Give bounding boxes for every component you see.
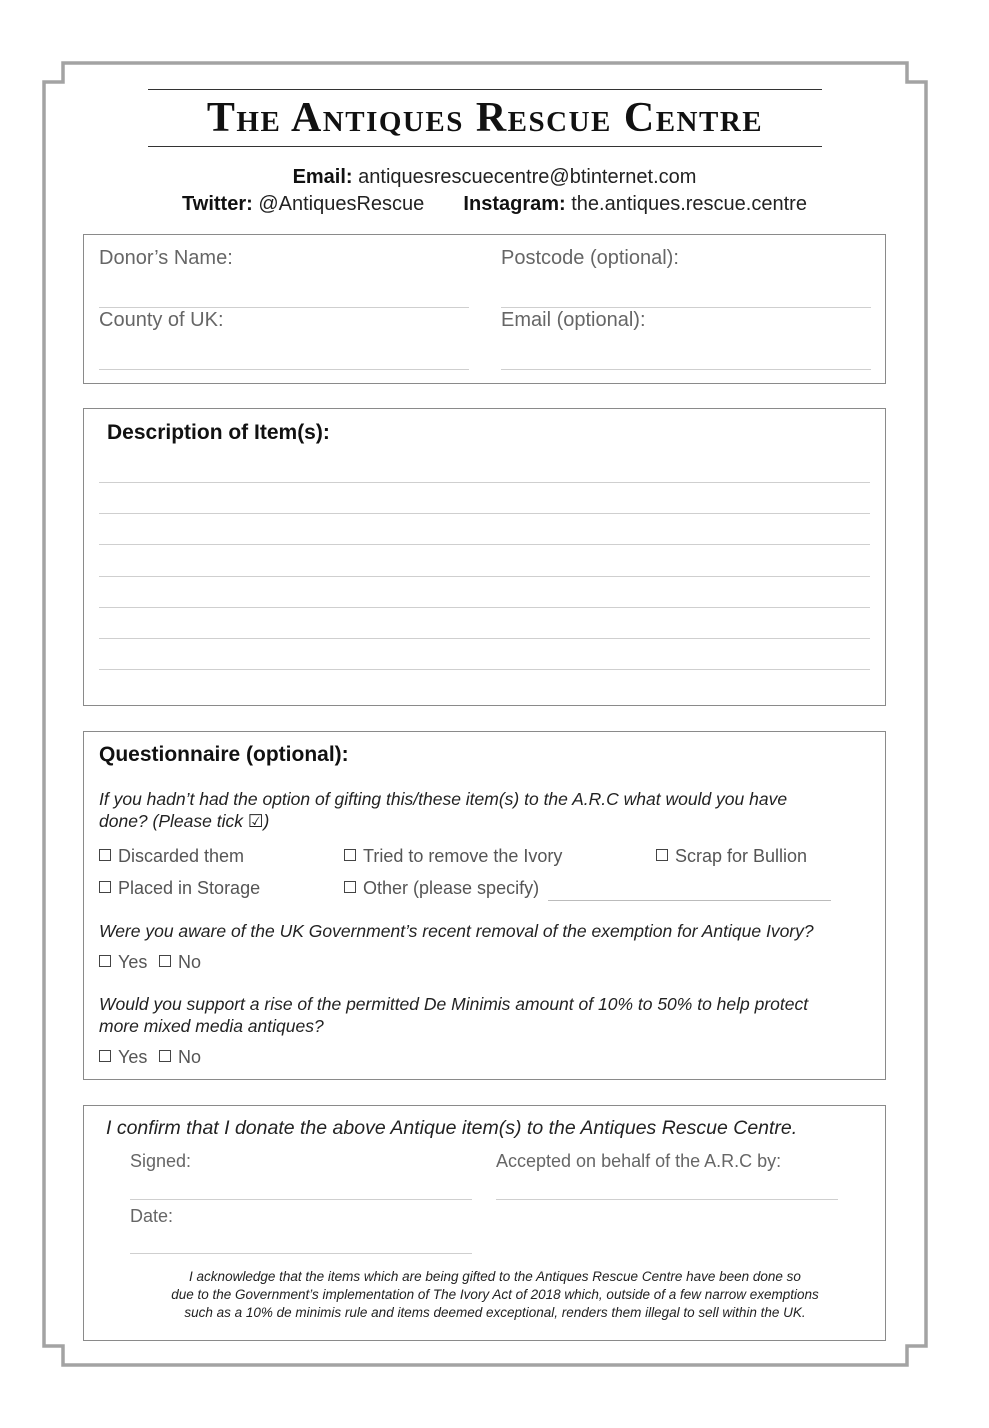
donor-email-label: Email (optional): <box>501 309 646 331</box>
checkbox-icon[interactable] <box>344 881 356 893</box>
option-scrap-bullion[interactable] <box>656 846 807 867</box>
checkbox-icon[interactable] <box>99 849 111 861</box>
q3-option-no[interactable] <box>159 1047 201 1068</box>
county-label: County of UK: <box>99 309 224 331</box>
donor-name-field[interactable] <box>99 307 469 308</box>
ack-line-1: I acknowledge that the items which are being gifted to the Antiques Rescue Centre have been done so <box>189 1269 801 1284</box>
checkbox-icon[interactable] <box>99 955 111 967</box>
description-heading: Description of Item(s): <box>107 421 330 444</box>
signature-field[interactable] <box>130 1199 472 1200</box>
option-label: Scrap for Bullion <box>675 846 808 866</box>
option-storage[interactable] <box>99 878 260 899</box>
email-label: Email: <box>292 166 353 188</box>
donor-email-field[interactable] <box>501 369 871 370</box>
checkbox-icon[interactable] <box>344 849 356 861</box>
option-label: Yes <box>118 952 148 972</box>
ack-line-2: due to the Government’s implementation of The Ivory Act of 2018 which, outside of a few narrow exemptions <box>171 1287 819 1302</box>
question-3 <box>99 993 808 1037</box>
description-line[interactable] <box>99 576 870 577</box>
other-specify-field[interactable] <box>548 900 831 901</box>
option-other[interactable] <box>344 878 539 899</box>
question-1 <box>99 788 787 832</box>
option-label: Discarded them <box>118 846 245 866</box>
option-label: Placed in Storage <box>118 878 261 898</box>
option-label: No <box>178 1047 202 1067</box>
option-remove-ivory[interactable] <box>344 846 562 867</box>
contact-social-line <box>0 193 989 216</box>
acknowledgement-text <box>100 1268 890 1322</box>
q3-option-yes[interactable] <box>99 1047 147 1068</box>
email-address[interactable]: antiquesrescuecentre@btinternet.com <box>358 166 697 188</box>
title-rule-bottom <box>148 146 822 147</box>
questionnaire-heading: Questionnaire (optional): <box>99 743 349 766</box>
description-line[interactable] <box>99 669 870 670</box>
postcode-field[interactable] <box>501 307 871 308</box>
county-field[interactable] <box>99 369 469 370</box>
accepted-by-field[interactable] <box>496 1199 838 1200</box>
question-2: Were you aware of the UK Government’s recent removal of the exemption for Antique Ivory? <box>99 921 814 941</box>
option-label: No <box>178 952 202 972</box>
q2-option-no[interactable] <box>159 952 201 973</box>
description-line[interactable] <box>99 544 870 545</box>
page-title: The Antiques Rescue Centre <box>206 95 764 141</box>
title-rule-top <box>148 89 822 90</box>
accepted-label: Accepted on behalf of the A.R.C by: <box>496 1151 782 1171</box>
option-label: Tried to remove the Ivory <box>363 846 563 866</box>
postcode-label: Postcode (optional): <box>501 247 679 269</box>
checkbox-icon[interactable] <box>99 881 111 893</box>
ack-line-3: such as a 10% de minimis rule and items deemed exceptional, renders them illegal to sell within the UK. <box>184 1305 806 1320</box>
question-3-line-2: more mixed media antiques? <box>99 1016 324 1036</box>
question-1-line-2: done? (Please tick ☑) <box>99 811 270 831</box>
twitter-label: Twitter: <box>182 193 253 215</box>
description-line[interactable] <box>99 513 870 514</box>
description-line[interactable] <box>99 482 870 483</box>
twitter-handle[interactable]: @AntiquesRescue <box>258 193 425 215</box>
signed-label: Signed: <box>130 1151 192 1171</box>
option-discarded[interactable] <box>99 846 244 867</box>
donor-name-label: Donor’s Name: <box>99 247 233 269</box>
checkbox-icon[interactable] <box>159 955 171 967</box>
date-label: Date: <box>130 1206 174 1226</box>
date-field[interactable] <box>130 1253 472 1254</box>
instagram-handle[interactable]: the.antiques.rescue.centre <box>571 193 807 215</box>
q2-option-yes[interactable] <box>99 952 147 973</box>
confirmation-statement: I confirm that I donate the above Antique item(s) to the Antiques Rescue Centre. <box>106 1117 798 1139</box>
checkbox-icon[interactable] <box>99 1050 111 1062</box>
checkbox-icon[interactable] <box>159 1050 171 1062</box>
instagram-label: Instagram: <box>463 193 566 215</box>
option-label: Yes <box>118 1047 148 1067</box>
option-label: Other (please specify) <box>363 878 540 898</box>
description-line[interactable] <box>99 638 870 639</box>
question-1-line-1: If you hadn’t had the option of gifting this/these item(s) to the A.R.C what would you have <box>99 789 788 809</box>
question-3-line-1: Would you support a rise of the permitted De Minimis amount of 10% to 50% to help protect <box>99 994 809 1014</box>
contact-email-line <box>0 166 989 189</box>
description-box <box>83 408 886 706</box>
description-line[interactable] <box>99 607 870 608</box>
checkbox-icon[interactable] <box>656 849 668 861</box>
